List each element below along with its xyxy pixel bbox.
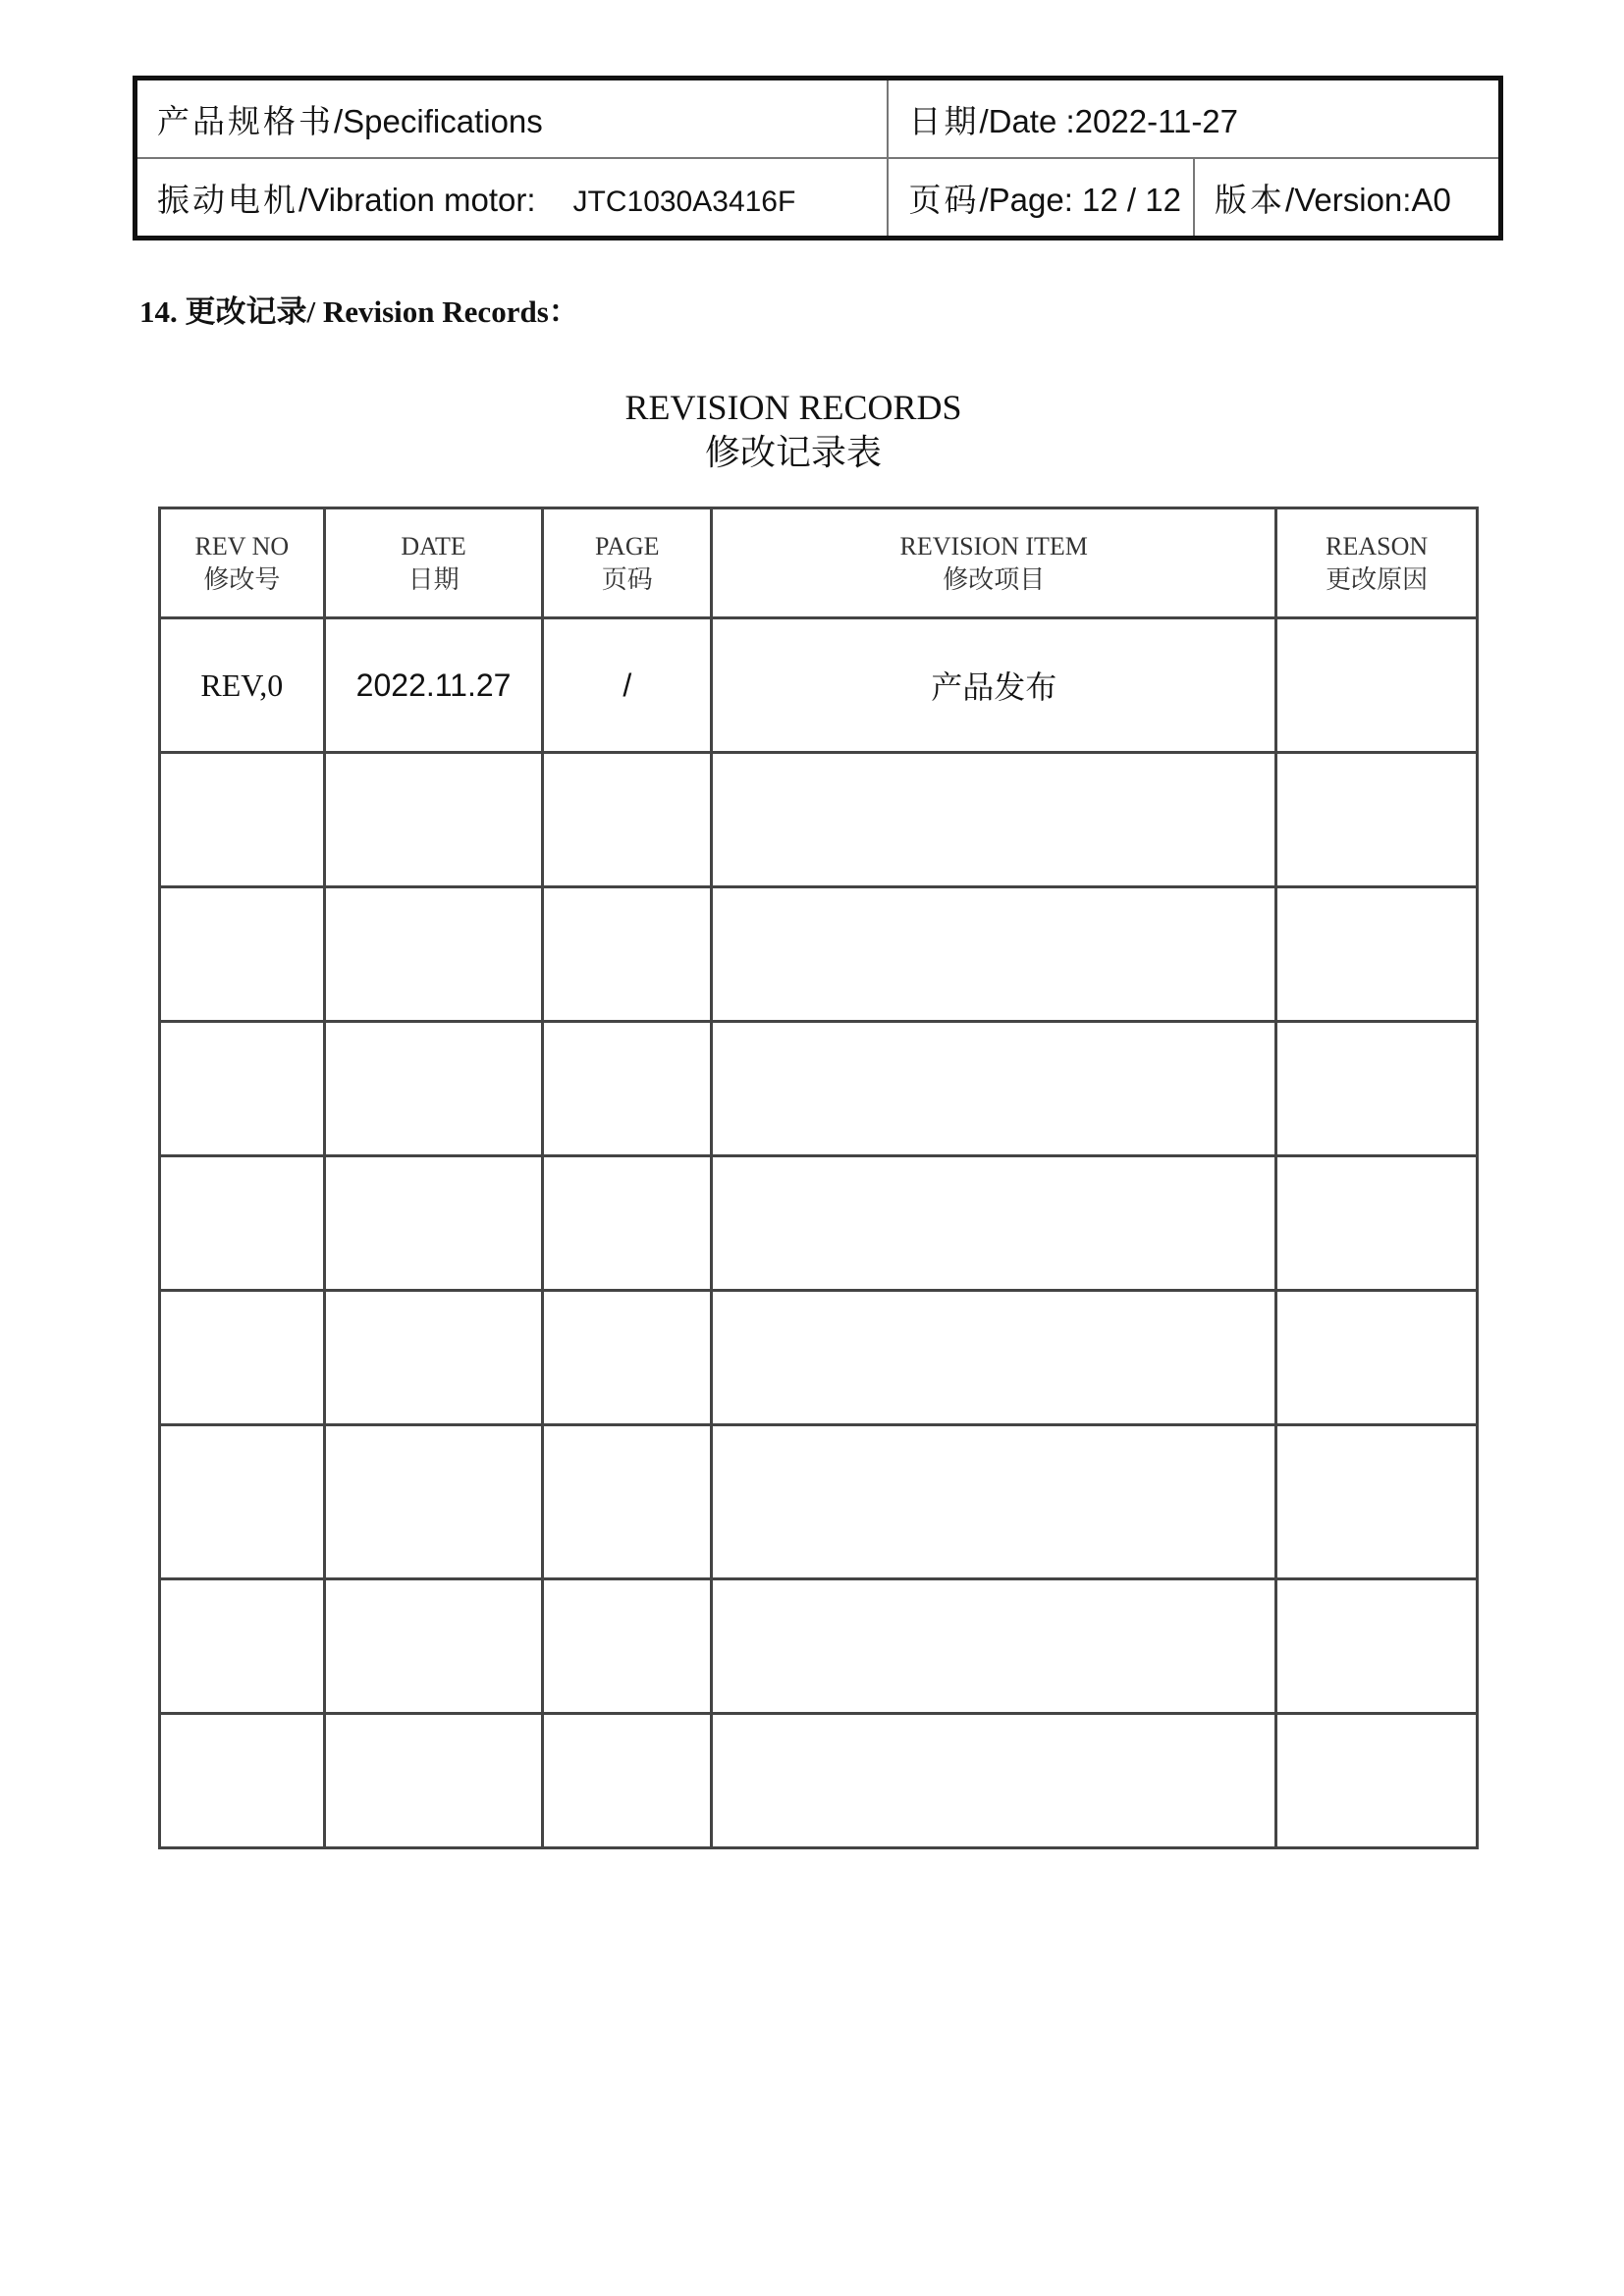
page-cell (888, 158, 1194, 239)
col-header-rev-no: REV NO 修改号 (160, 508, 325, 618)
empty-row (160, 1022, 1478, 1156)
empty-row (160, 887, 1478, 1022)
model-number: JTC1030A3416F (572, 185, 796, 218)
revision-records-table (158, 507, 1479, 1849)
cell-reason (1276, 618, 1478, 753)
motor-en: /Vibration motor: (298, 181, 536, 218)
spec-title-cell (135, 79, 889, 159)
table-title-en: REVISION RECORDS (624, 388, 962, 427)
motor-cn: 振动电机 (157, 181, 298, 218)
document-header (133, 76, 1503, 240)
date-en: /Date :2022-11-27 (979, 102, 1239, 139)
version-cell (1194, 158, 1500, 239)
empty-row (160, 1291, 1478, 1425)
cell-date: 2022.11.27 (324, 618, 543, 753)
spec-cn: 产品规格书 (157, 102, 334, 139)
table-title-cn: 修改记录表 (704, 433, 882, 472)
motor-cell (135, 158, 889, 239)
col-header-revision-item: REVISION ITEM 修改项目 (712, 508, 1276, 618)
col-header-date: DATE 日期 (324, 508, 543, 618)
empty-row (160, 1156, 1478, 1291)
cell-revision-item: 产品发布 (712, 618, 1276, 753)
table-row (160, 618, 1478, 753)
table-header-row (160, 508, 1478, 618)
cell-page: / (543, 618, 712, 753)
cell-rev-no: REV,0 (160, 618, 325, 753)
empty-row (160, 1579, 1478, 1714)
col-header-reason: REASON 更改原因 (1276, 508, 1478, 618)
version-en: /Version:A0 (1285, 181, 1451, 218)
empty-row (160, 753, 1478, 887)
empty-row (160, 1425, 1478, 1579)
section-heading: 14. 更改记录/ Revision Records： (139, 294, 579, 329)
table-title (0, 385, 1587, 475)
page-cn: 页码 (908, 181, 980, 218)
col-header-page: PAGE 页码 (543, 508, 712, 618)
date-cell (888, 79, 1500, 159)
empty-row (160, 1714, 1478, 1848)
version-cn: 版本 (1215, 181, 1286, 218)
date-cn: 日期 (908, 102, 980, 139)
spec-en: /Specifications (334, 102, 543, 139)
page-en: /Page: 12 / 12 (979, 181, 1181, 218)
